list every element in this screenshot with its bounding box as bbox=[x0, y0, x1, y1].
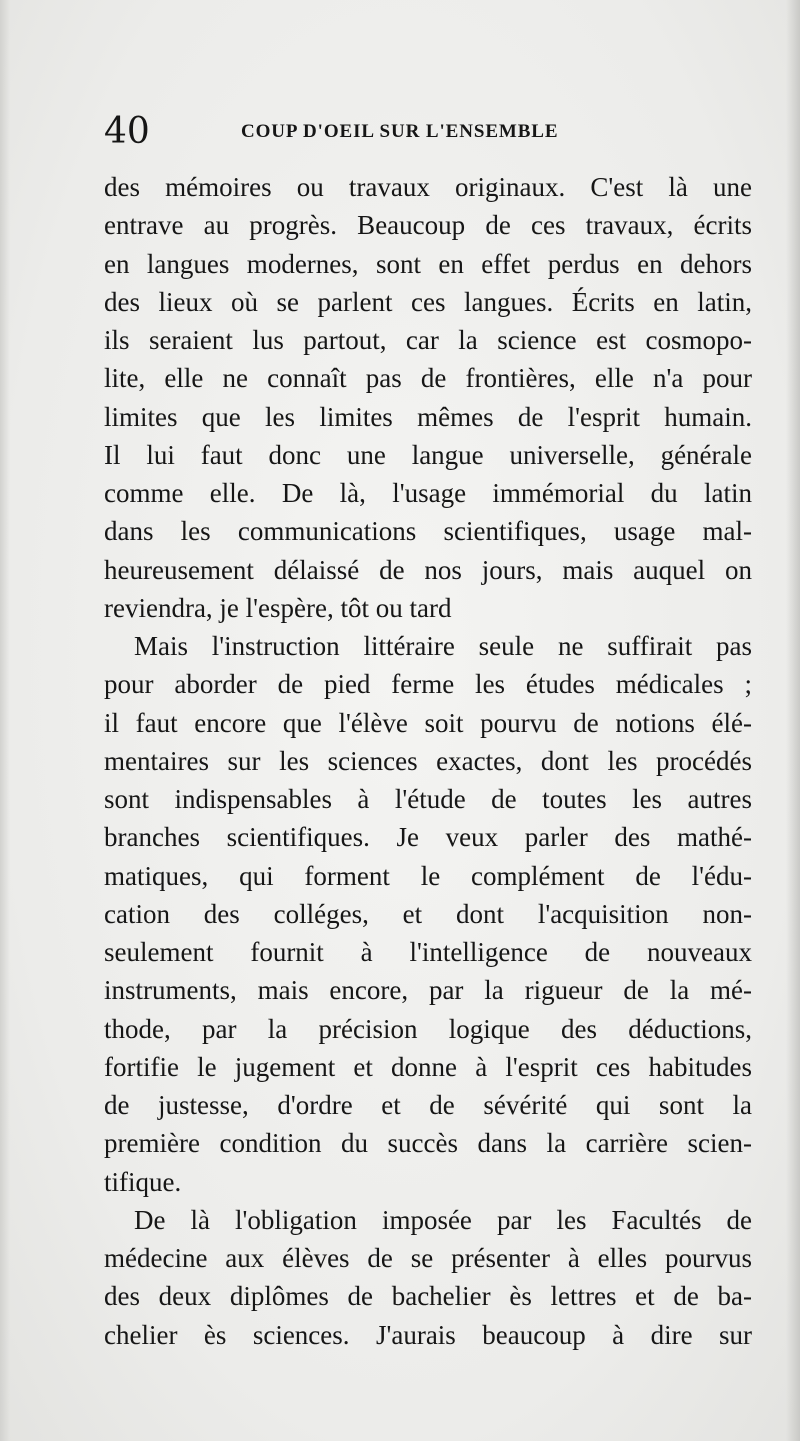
text-line: ils seraient lus partout, car la science est cosmopo- bbox=[104, 325, 752, 355]
text-line: en langues modernes, sont en effet perdus en dehors bbox=[104, 248, 752, 279]
text-line: entrave au progrès. Beaucoup de ces travaux, écrits bbox=[104, 210, 752, 241]
text-line: limites que les limites mêmes de l'esprit humain. bbox=[104, 401, 752, 432]
text-line: dans les communications scientifiques, usage mal- bbox=[104, 516, 752, 547]
page-edge-shadow-right bbox=[786, 0, 800, 1441]
body-text bbox=[104, 168, 752, 1354]
text-line: il faut encore que l'élève soit pourvu de notions élé- bbox=[104, 707, 752, 738]
text-line: branches scientifiques. Je veux parler des mathé- bbox=[104, 822, 752, 853]
text-line: médecine aux élèves de se présenter à elles pourvus bbox=[104, 1243, 752, 1273]
text-line: Il lui faut donc une langue universelle, générale bbox=[104, 439, 752, 470]
paragraph-end-line: reviendra, je l'espère, tôt ou tard bbox=[104, 592, 452, 623]
text-line: thode, par la précision logique des déductions, bbox=[104, 1013, 752, 1044]
text-line: des deux diplômes de bachelier ès lettres et de ba- bbox=[104, 1281, 752, 1312]
text-line: cation des colléges, et dont l'acquisition non- bbox=[104, 898, 752, 929]
text-line: sont indispensables à l'étude de toutes les autres bbox=[104, 784, 752, 814]
text-line: chelier ès sciences. J'aurais beaucoup à dire sur bbox=[104, 1319, 752, 1350]
paragraph-start-line: Mais l'instruction littéraire seule ne suffirait pas bbox=[134, 631, 752, 661]
paragraph-start-line: De là l'obligation imposée par les Facultés de bbox=[134, 1204, 752, 1235]
text-line: heureusement délaissé de nos jours, mais auquel on bbox=[104, 554, 752, 585]
text-line: lite, elle ne connaît pas de frontières, elle n'a pour bbox=[104, 363, 752, 394]
text-line: des mémoires ou travaux originaux. C'est là une bbox=[104, 172, 752, 202]
text-line: pour aborder de pied ferme les études médicales ; bbox=[104, 669, 752, 700]
text-line: des lieux où se parlent ces langues. Écrits en latin, bbox=[104, 286, 752, 317]
page-edge-shadow-left bbox=[0, 0, 10, 1441]
text-line: fortifie le jugement et donne à l'esprit ces habitudes bbox=[104, 1051, 752, 1082]
text-line: mentaires sur les sciences exactes, dont les procédés bbox=[104, 745, 752, 776]
text-line: de justesse, d'ordre et de sévérité qui sont la bbox=[104, 1090, 752, 1120]
text-line: première condition du succès dans la carrière scien- bbox=[104, 1128, 752, 1159]
text-line: seulement fournit à l'intelligence de nouveaux bbox=[104, 937, 752, 967]
text-line: comme elle. De là, l'usage immémorial du latin bbox=[104, 478, 752, 508]
text-line: instruments, mais encore, par la rigueur de la mé- bbox=[104, 975, 752, 1006]
running-head bbox=[104, 112, 749, 152]
running-title: COUP D'OEIL SUR L'ENSEMBLE bbox=[241, 121, 559, 142]
paragraph-end-line: tifique. bbox=[104, 1166, 182, 1197]
page-number: 40 bbox=[104, 111, 150, 152]
text-line: matiques, qui forment le complément de l'édu- bbox=[104, 860, 752, 891]
